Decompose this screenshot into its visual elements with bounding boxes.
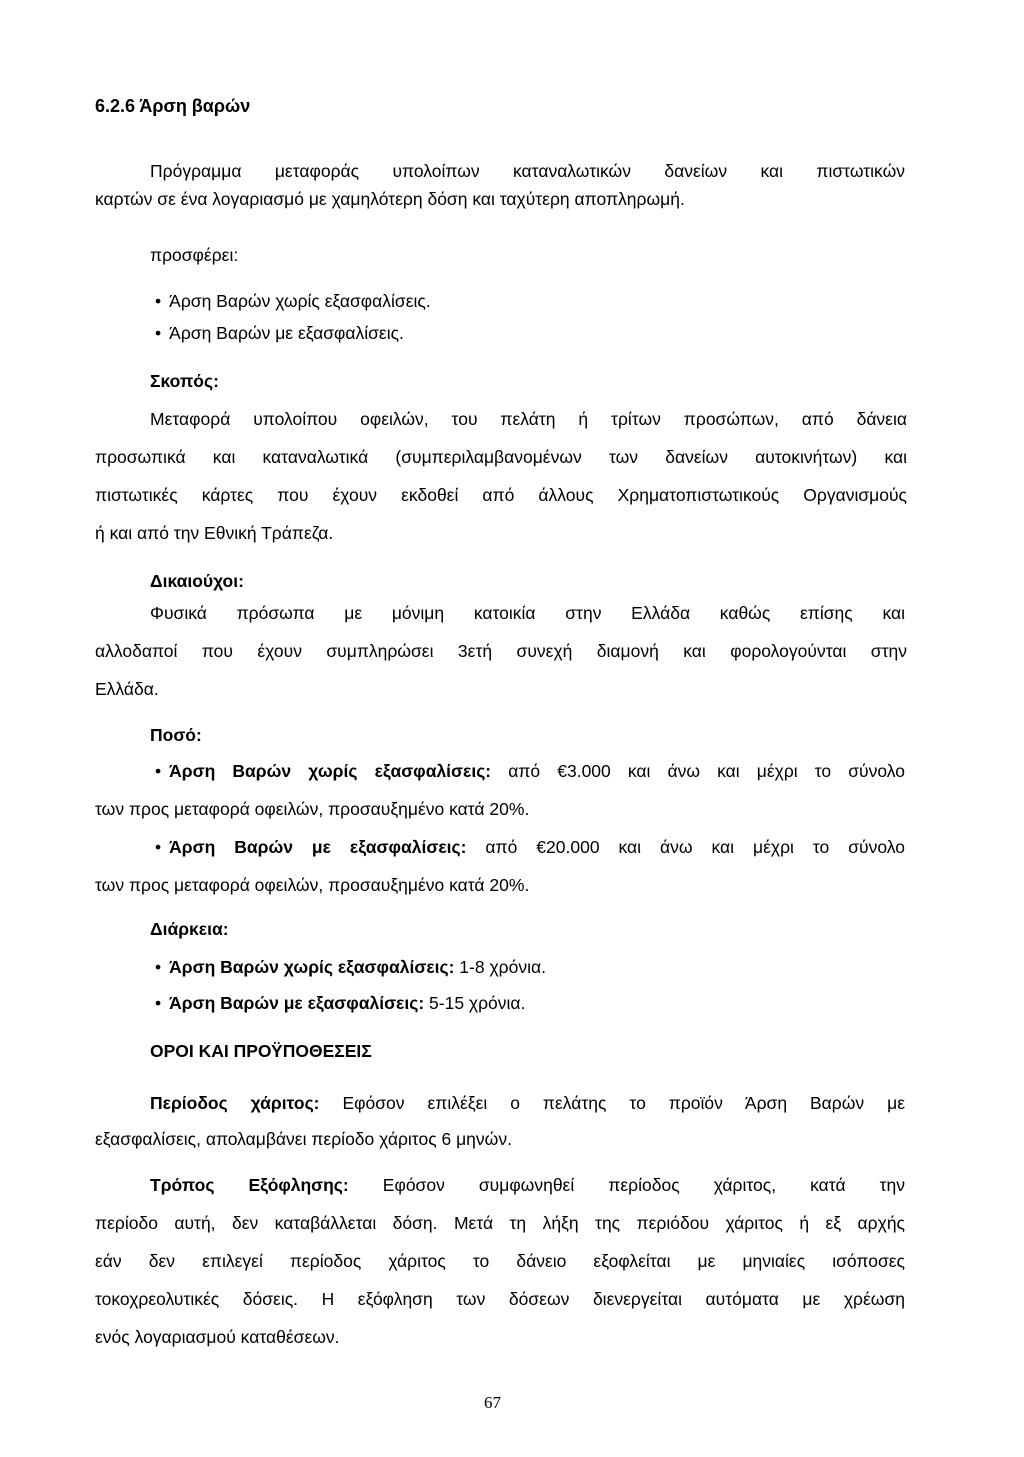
offers-label: προσφέρει:	[150, 245, 239, 265]
amount-item-1-cont: των προς μεταφορά οφειλών, προσαυξημένο κατά 20%.	[95, 799, 530, 819]
repayment-line-5: ενός λογαριασμού καταθέσεων.	[95, 1327, 340, 1347]
grace-label: Περίοδος χάριτος:	[150, 1093, 320, 1113]
grace-line-1	[150, 1092, 905, 1114]
duration-item-1-label: Άρση Βαρών χωρίς εξασφαλίσεις:	[169, 957, 455, 977]
duration-item-2-label: Άρση Βαρών με εξασφαλίσεις:	[169, 993, 425, 1013]
goal-line-1: Μεταφορά υπολοίπου οφειλών, του πελάτη ή τρίτων προσώπων, από δάνεια	[150, 409, 907, 429]
amount-item-2-cont: των προς μεταφορά οφειλών, προσαυξημένο κατά 20%.	[95, 875, 530, 895]
beneficiaries-heading: Δικαιούχοι:	[150, 571, 244, 591]
amount-item-1-label: Άρση Βαρών χωρίς εξασφαλίσεις:	[169, 761, 492, 781]
amount-item-1	[155, 760, 905, 782]
offers-item-1: • Άρση Βαρών χωρίς εξασφαλίσεις.	[155, 290, 431, 312]
page-number: 67	[484, 1393, 501, 1412]
goal-heading: Σκοπός:	[150, 371, 219, 391]
goal-line-3: πιστωτικές κάρτες που έχουν εκδοθεί από άλλους Χρηματοπιστωτικούς Οργανισμούς	[95, 485, 907, 505]
duration-heading: Διάρκεια:	[150, 919, 229, 939]
repayment-label: Τρόπος Εξόφλησης:	[150, 1175, 349, 1195]
amount-heading: Ποσό:	[150, 725, 202, 745]
terms-heading: ΟΡΟΙ ΚΑΙ ΠΡΟΫΠΟΘΕΣΕΙΣ	[150, 1041, 372, 1061]
intro-line-2: καρτών σε ένα λογαριασμό με χαμηλότερη δόση και ταχύτερη αποπληρωμή.	[95, 189, 685, 209]
repayment-text: Εφόσον συμφωνηθεί περίοδος χάριτος, κατά την	[382, 1175, 905, 1195]
duration-item-2-text: 5-15 χρόνια.	[429, 993, 526, 1013]
repayment-line-4: τοκοχρεολυτικές δόσεις. Η εξόφληση των δόσεων διενεργείται αυτόματα με χρέωση	[95, 1289, 905, 1309]
beneficiaries-line-3: Ελλάδα.	[95, 679, 159, 699]
offers-item-2: • Άρση Βαρών με εξασφαλίσεις.	[155, 322, 404, 344]
section-title: 6.2.6 Άρση βαρών	[95, 96, 251, 116]
intro-line-1: Πρόγραμμα μεταφοράς υπολοίπων καταναλωτικών δανείων και πιστωτικών	[150, 161, 905, 181]
amount-item-2-label: Άρση Βαρών με εξασφαλίσεις:	[169, 837, 467, 857]
duration-item-1-text: 1-8 χρόνια.	[459, 957, 546, 977]
amount-item-1-text: από €3.000 και άνω και μέχρι το σύνολο	[508, 761, 905, 781]
repayment-line-2: περίοδο αυτή, δεν καταβάλλεται δόση. Μετά τη λήξη της περιόδου χάριτος ή εξ αρχής	[95, 1213, 905, 1233]
grace-text: Εφόσον επιλέξει ο πελάτης το προϊόν Άρση Βαρών με	[342, 1093, 905, 1113]
repayment-line-1	[150, 1174, 905, 1196]
grace-line-2: εξασφαλίσεις, απολαμβάνει περίοδο χάριτος 6 μηνών.	[95, 1129, 512, 1149]
goal-line-2: προσωπικά και καταναλωτικά (συμπεριλαμβανομένων των δανείων αυτοκινήτων) και	[95, 447, 907, 467]
amount-item-2-text: από €20.000 και άνω και μέχρι το σύνολο	[485, 837, 905, 857]
beneficiaries-line-1: Φυσικά πρόσωπα με μόνιμη κατοικία στην Ελλάδα καθώς επίσης και	[150, 603, 905, 623]
beneficiaries-line-2: αλλοδαποί που έχουν συμπληρώσει 3ετή συνεχή διαμονή και φορολογούνται στην	[95, 641, 907, 661]
amount-item-2	[155, 836, 905, 858]
duration-item-1	[155, 956, 546, 978]
duration-item-2	[155, 992, 525, 1014]
repayment-line-3: εάν δεν επιλεγεί περίοδος χάριτος το δάνειο εξοφλείται με μηνιαίες ισόποσες	[95, 1251, 905, 1271]
goal-line-4: ή και από την Εθνική Τράπεζα.	[95, 523, 334, 543]
